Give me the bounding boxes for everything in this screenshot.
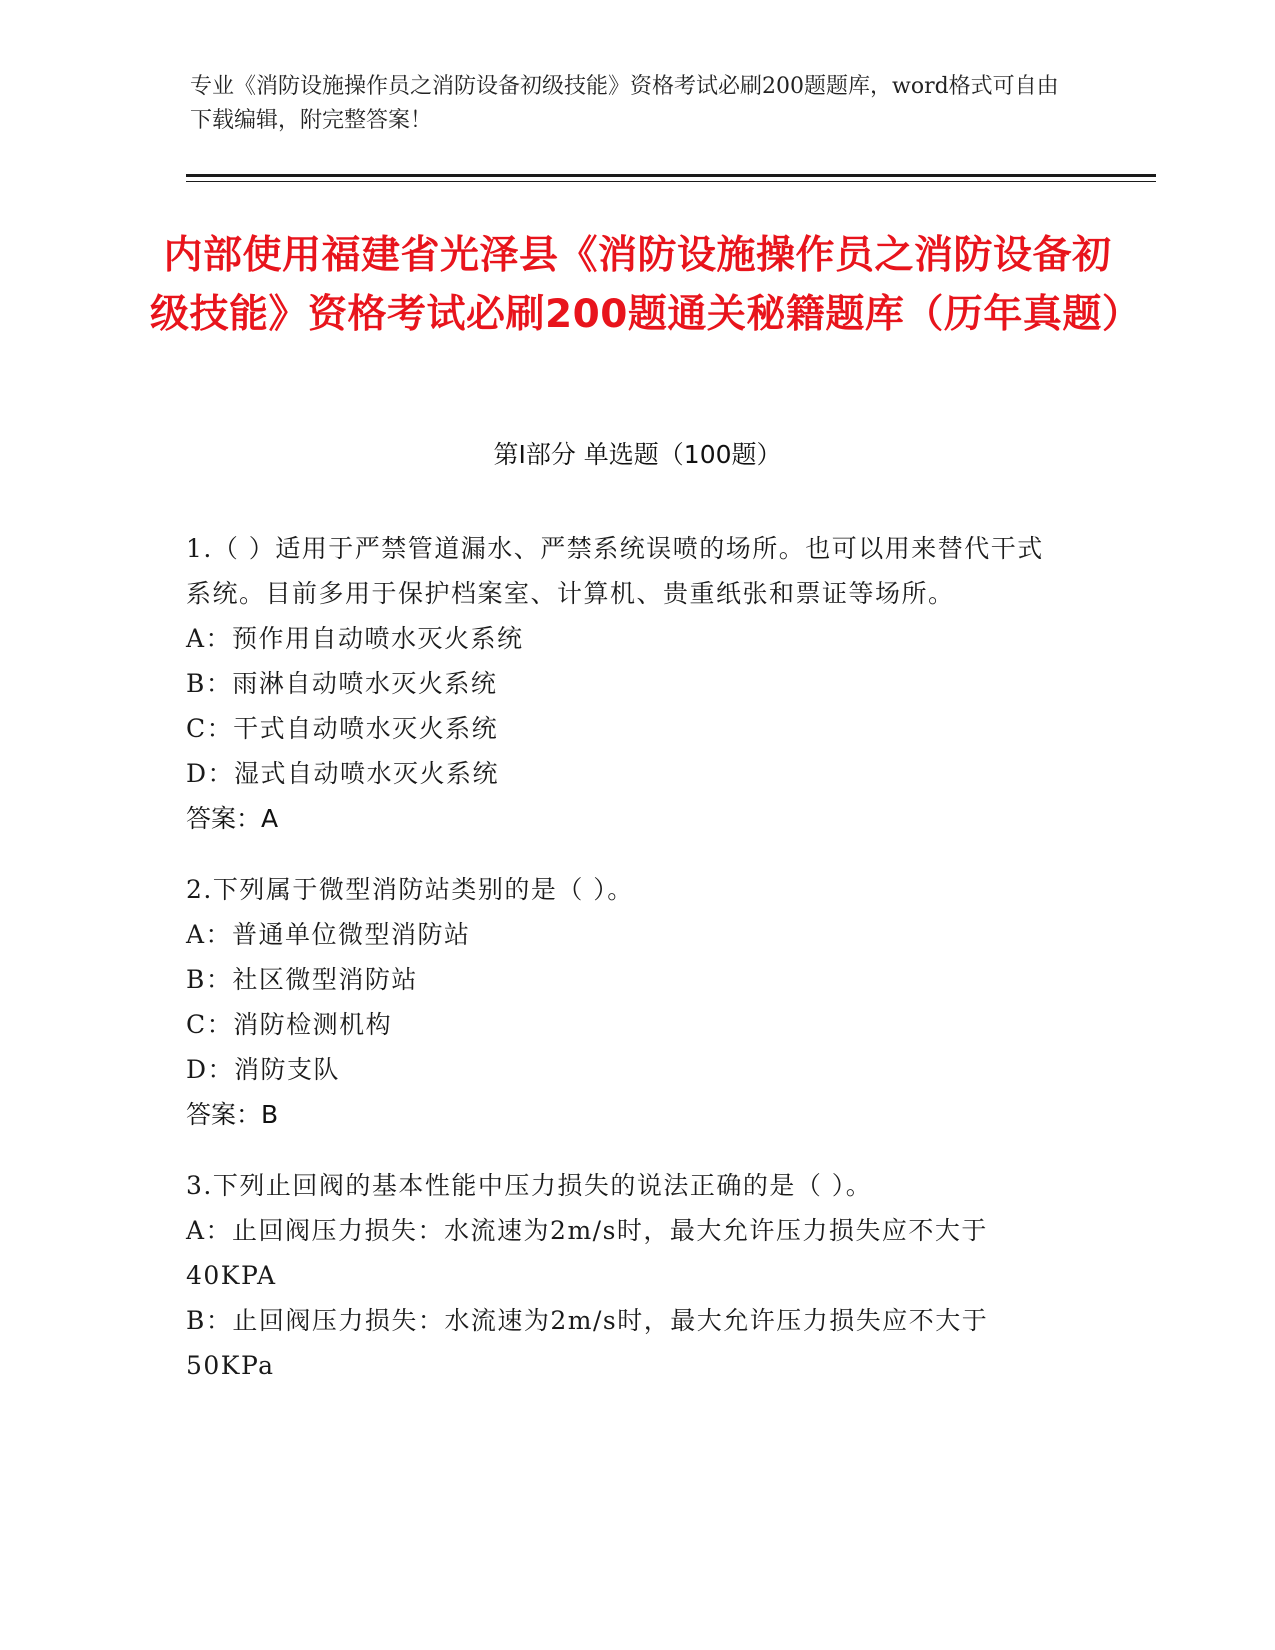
header-note: 专业《消防设施操作员之消防设备初级技能》资格考试必刷200题题库，word格式可自由下载编辑，附完整答案！ xyxy=(190,74,1059,133)
question-2 xyxy=(186,867,1066,1137)
question-1 xyxy=(186,526,1066,841)
answer-line: 答案：A xyxy=(186,804,279,833)
option-c: C：消防检测机构 xyxy=(186,1010,393,1039)
option-a: A：止回阀压力损失：水流速为2m/s时，最大允许压力损失应不大于40KPA xyxy=(186,1216,988,1290)
header-divider-thick xyxy=(186,174,1156,177)
option-d: D：湿式自动喷水灭火系统 xyxy=(186,759,500,788)
document-title: 内部使用福建省光泽县《消防设施操作员之消防设备初级技能》资格考试必刷200题通关秘籍题库（历年真题） xyxy=(150,233,1142,337)
question-stem: 2.下列属于微型消防站类别的是（ ）。 xyxy=(186,875,634,904)
option-d: D：消防支队 xyxy=(186,1055,341,1084)
option-b: B：社区微型消防站 xyxy=(186,965,418,994)
header-divider-thin xyxy=(186,181,1156,182)
option-a: A：普通单位微型消防站 xyxy=(186,920,471,949)
option-a: A：预作用自动喷水灭火系统 xyxy=(186,624,524,653)
answer-line: 答案：B xyxy=(186,1100,279,1129)
question-3 xyxy=(186,1163,1066,1388)
question-stem: 3.下列止回阀的基本性能中压力损失的说法正确的是（ ）。 xyxy=(186,1171,873,1200)
option-c: C：干式自动喷水灭火系统 xyxy=(186,714,499,743)
option-b: B：止回阀压力损失：水流速为2m/s时，最大允许压力损失应不大于50KPa xyxy=(186,1306,989,1380)
question-list xyxy=(186,526,1066,1414)
section-heading: 第I部分 单选题（100题） xyxy=(493,440,782,469)
option-b: B：雨淋自动喷水灭火系统 xyxy=(186,669,498,698)
question-stem: 1.（ ）适用于严禁管道漏水、严禁系统误喷的场所。也可以用来替代干式系统。目前多用于保护档案室、计算机、贵重纸张和票证等场所。 xyxy=(186,534,1044,608)
